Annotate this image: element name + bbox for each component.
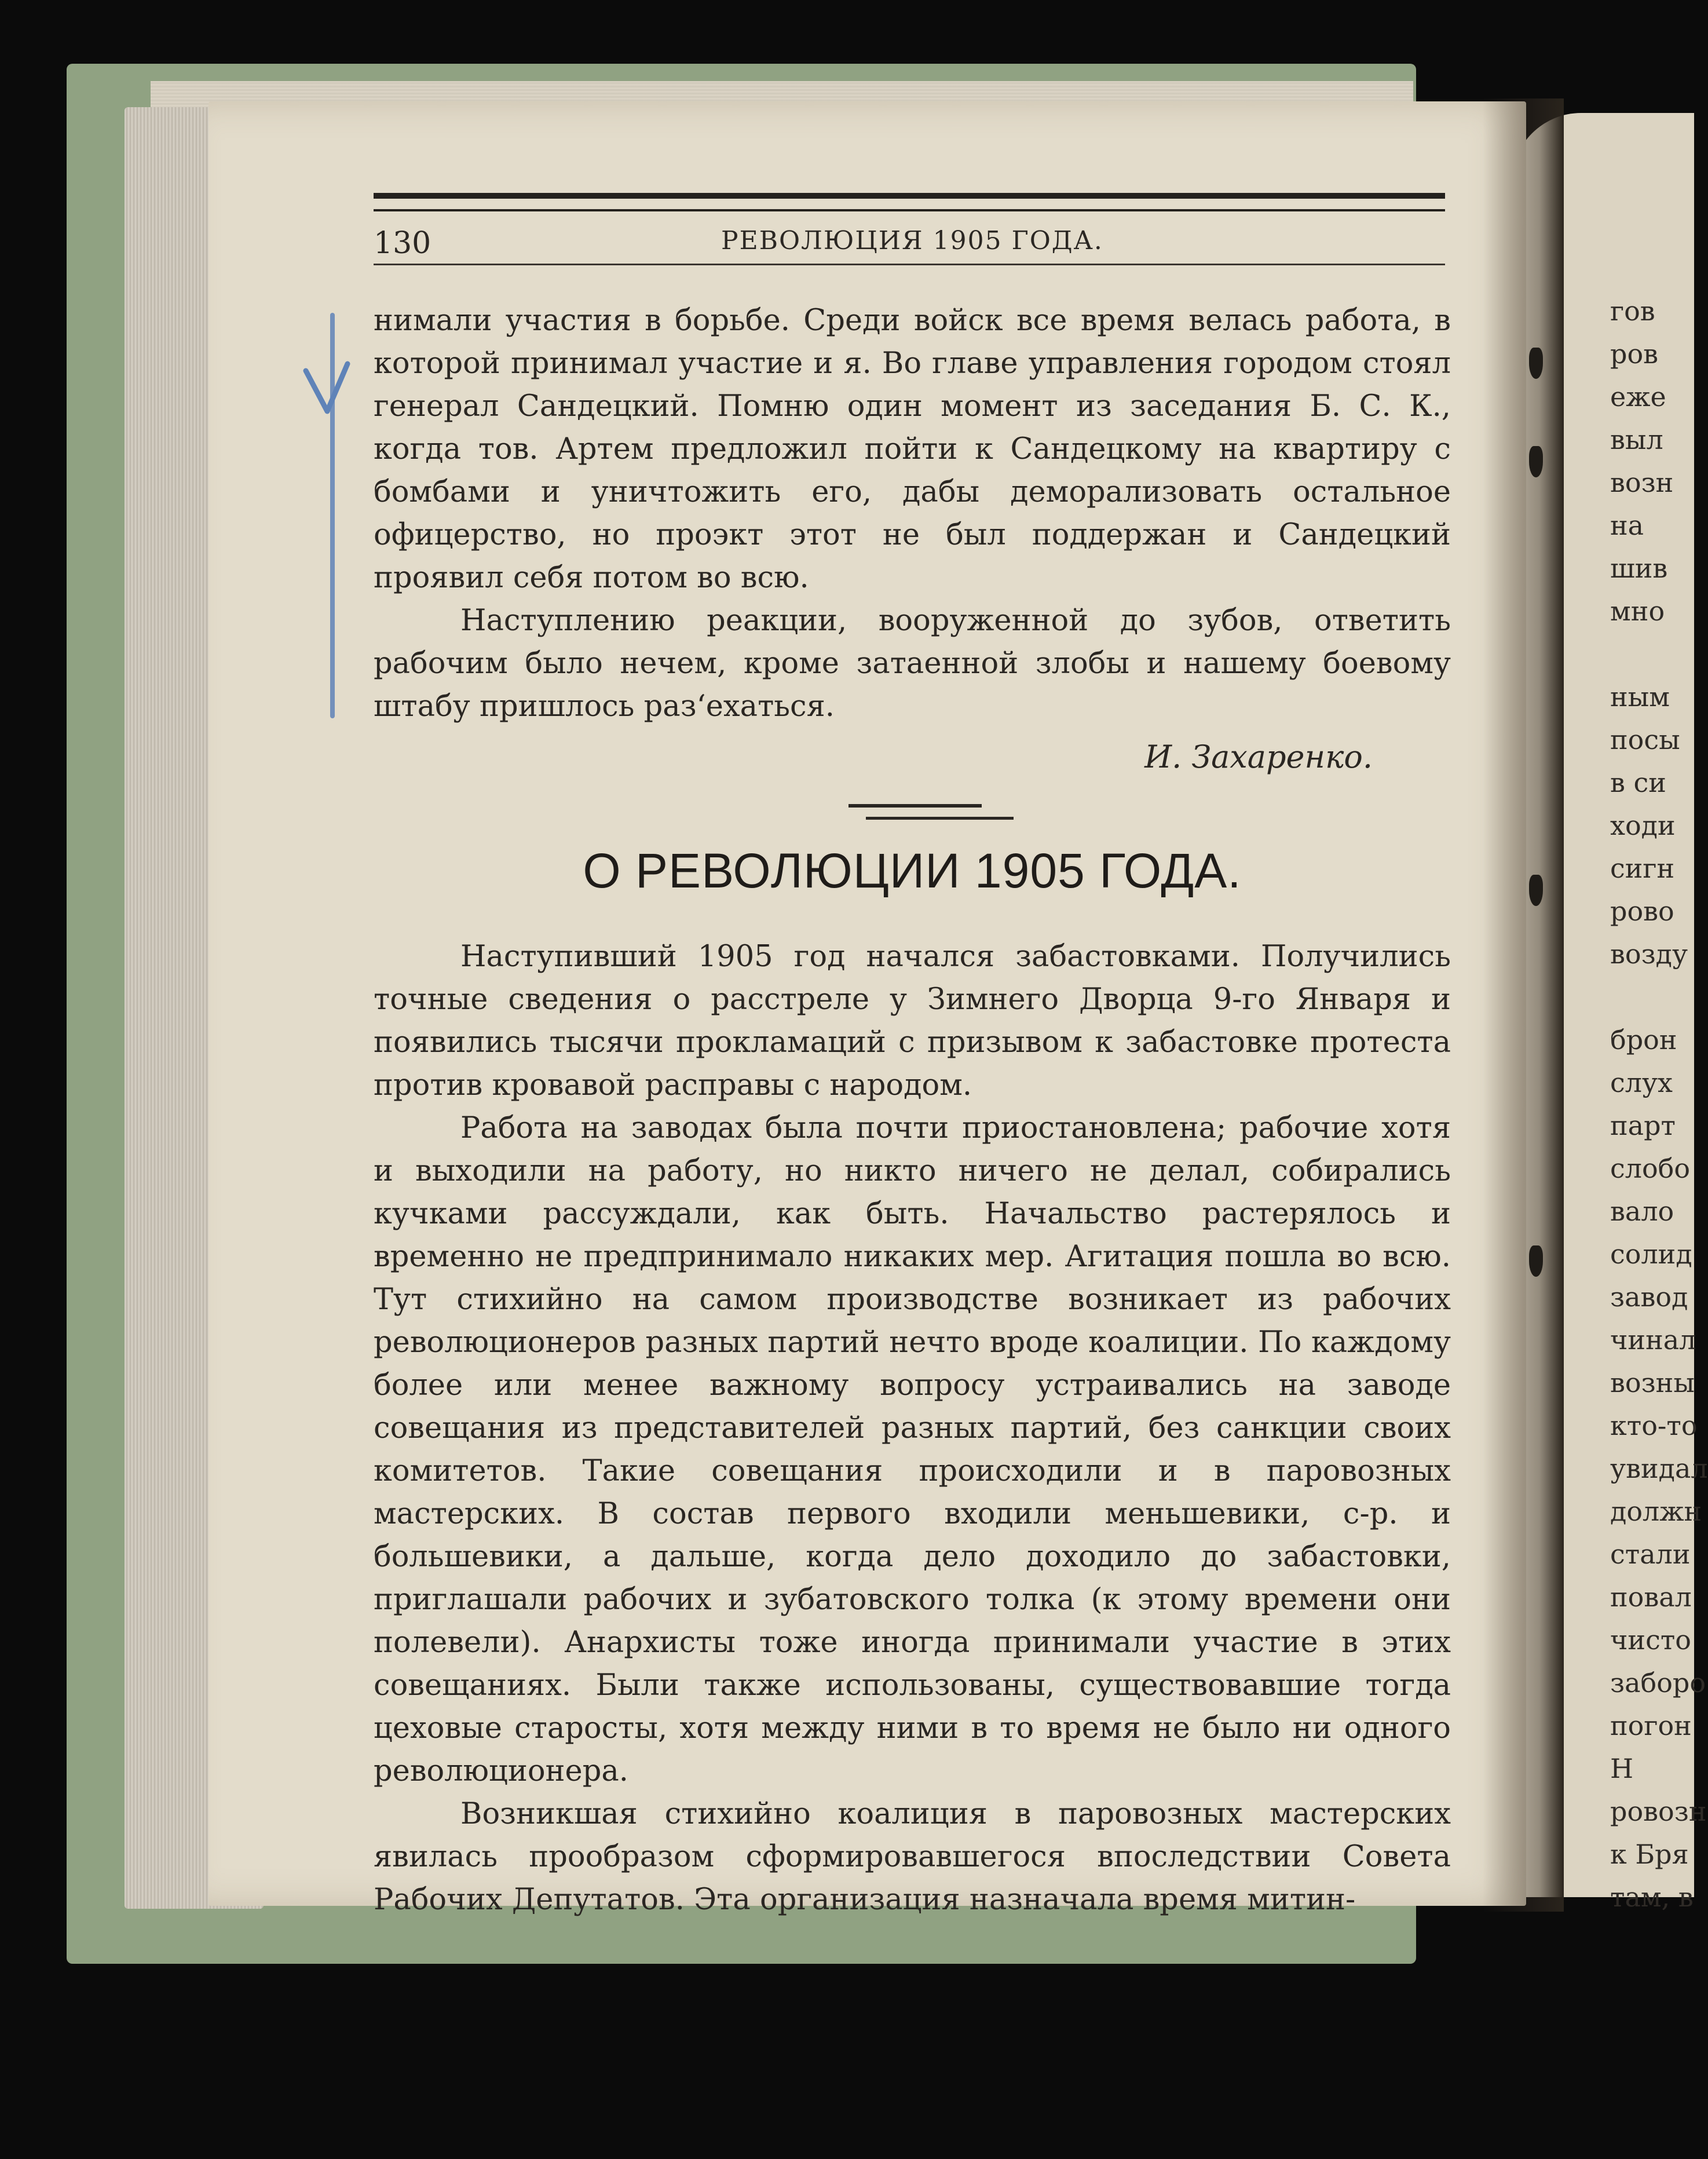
right-page-line (1610, 638, 1694, 681)
right-page-line: гов (1610, 295, 1655, 327)
book-gutter (1483, 98, 1564, 1912)
article-1-body (374, 299, 1451, 728)
right-page-line: чинал (1610, 1324, 1696, 1356)
margin-check-mark-icon (301, 359, 353, 417)
right-page-line: ров (1610, 338, 1659, 370)
author-signature: И. Захаренко. (1144, 739, 1373, 775)
right-page-line: брон (1610, 1024, 1677, 1055)
right-page-line: слух (1610, 1067, 1673, 1098)
right-page-text (1610, 295, 1708, 1924)
section-divider (848, 804, 982, 808)
right-page-line: увидал (1610, 1453, 1708, 1484)
right-page-line: завод (1610, 1281, 1688, 1313)
right-page-line: стали (1610, 1539, 1691, 1570)
right-page-line: ным (1610, 681, 1670, 713)
header-rule (374, 193, 1445, 211)
right-page-line: рово (1610, 896, 1674, 927)
page-number: 130 (374, 226, 431, 261)
right-page-line: там, в (1610, 1882, 1694, 1913)
paragraph: Работа на заводах была почти приостановлена; рабочие хотя и выходили на работу, но никто ничего не делал, собирались кучками рассуждали, как быть. Начальство растерялось и временно не предпринимало никаких мер. Агитация пошла во всю. Тут стихийно на самом производстве возникает из рабочих революционеров разных партий нечто вроде коалиции. По каждому более или менее важному вопросу устраивались на заводе совещания из представителей разных партий, без санкции своих комитетов. Такие совещания происходили и в паровозных мастерских. В состав первого входили меньшевики, с-р. и большевики, а дальше, когда дело доходило до забастовки, приглашали рабочих и зубатовского толка (к этому времени они полевели). Анархисты тоже иногда принимали участие в этих совещаниях. Были также использованы, существовавшие тогда цеховые старосты, хотя между ними в то время не было ни одного революционера. (374, 1111, 1451, 1788)
binding-staple (1529, 1245, 1543, 1277)
right-page-line: должн (1610, 1496, 1702, 1527)
right-page-line: кто-то (1610, 1410, 1698, 1441)
right-page-line: посы (1610, 724, 1680, 755)
right-page-line: возны (1610, 1367, 1695, 1398)
article-2-body (374, 936, 1451, 1921)
right-page-line: Н (1610, 1753, 1634, 1784)
right-page-line: еже (1610, 381, 1666, 412)
right-page-line: в си (1610, 767, 1666, 798)
section-title: О РЕВОЛЮЦИИ 1905 ГОДА. (583, 843, 1242, 898)
section-divider (866, 817, 1014, 820)
binding-staple (1529, 446, 1543, 477)
right-page-line: шив (1610, 553, 1668, 584)
paragraph: Наступлению реакции, вооруженной до зубов, ответить рабочим было нечем, кроме затаенной злобы и нашему боевому штабу пришлось раз‘ехаться. (374, 604, 1451, 724)
right-page-line: солид (1610, 1239, 1692, 1270)
right-page-line (1610, 981, 1694, 1024)
header-underline (374, 264, 1445, 265)
right-page-line: к Бря (1610, 1839, 1689, 1870)
paragraph: нимали участия в борьбе. Среди войск все время велась работа, в которой принимал участие и я. Во главе управления городом стоял генерал Сандецкий. Помню один момент из заседания Б. С. К., когда тов. Артем предложил пойти к Сандецкому на квартиру с бомбами и уничтожить его, дабы деморализовать остальное офицерство, но проэкт этот не был поддержан и Сандецкий проявил себя потом во всю. (374, 304, 1451, 595)
right-page-line: ходи (1610, 810, 1676, 841)
right-page-line: на (1610, 510, 1644, 541)
right-page-line: парт (1610, 1110, 1676, 1141)
right-page-line: возн (1610, 467, 1674, 498)
right-page-line: погон (1610, 1710, 1692, 1741)
right-page-line: чисто (1610, 1624, 1691, 1656)
running-title: РЕВОЛЮЦИЯ 1905 ГОДА. (721, 226, 1103, 255)
right-page-line: сигн (1610, 853, 1675, 884)
binding-staple (1529, 875, 1543, 906)
paragraph: Возникшая стихийно коалиция в паровозных мастерских явилась прообразом сформировавшегося впоследствии Совета Рабочих Депутатов. Эта организация назначала время митин- (374, 1797, 1451, 1917)
right-page-line: заборо (1610, 1667, 1706, 1698)
right-page-line: повал (1610, 1581, 1692, 1613)
right-page-line: мно (1610, 596, 1665, 627)
right-page-line: выл (1610, 424, 1663, 455)
right-page-line: ровозн (1610, 1796, 1707, 1827)
paragraph: Наступивший 1905 год начался забастовками. Получились точные сведения о расстреле у Зимнего Дворца 9-го Января и появились тысячи прокламаций с призывом к забастовке протеста против кровавой расправы с народом. (374, 940, 1451, 1102)
binding-staple (1529, 348, 1543, 379)
right-page-line: слобо (1610, 1153, 1691, 1184)
right-page-line: возду (1610, 938, 1688, 970)
right-page-line: вало (1610, 1196, 1674, 1227)
